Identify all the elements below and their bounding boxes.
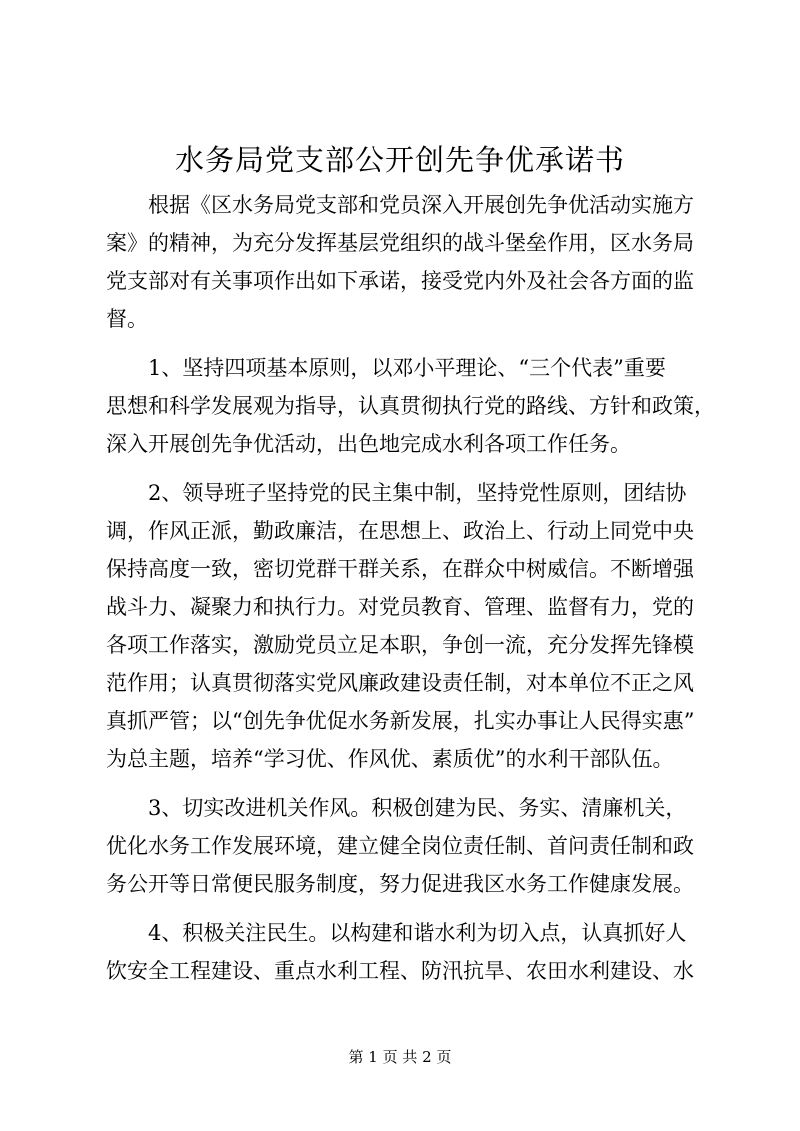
- paragraph-line: 3、切实改进机关作风。积极创建为民、务实、清廉机关，: [106, 796, 687, 820]
- paragraph-line: 1、坚持四项基本原则，以邓小平理论、“三个代表”重要: [106, 356, 666, 380]
- paragraph-item-2: [106, 474, 706, 778]
- paragraph-line: 饮安全工程建设、重点水利工程、防汛抗旱、农田水利建设、水: [106, 959, 694, 983]
- paragraph-line: 4、积极关注民生。以构建和谐水利为切入点，认真抓好人: [106, 921, 687, 945]
- paragraph-line: 党支部对有关事项作出如下承诺，接受党内外及社会各方面的监: [106, 269, 694, 293]
- paragraph-line: 各项工作落实，激励党员立足本职，争创一流，充分发挥先锋模: [106, 633, 694, 657]
- paragraph-line: 范作用；认真贯彻落实党风廉政建设责任制，对本单位不正之风: [106, 671, 694, 695]
- document-title: 水务局党支部公开创先争优承诺书: [174, 143, 625, 177]
- paragraph-line: 思想和科学发展观为指导，认真贯彻执行党的路线、方针和政策，: [106, 394, 715, 418]
- paragraph-intro: [106, 186, 706, 338]
- page-footer: 第 1 页 共 2 页: [348, 1048, 452, 1066]
- paragraph-line: 深入开展创先争优活动，出色地完成水利各项工作任务。: [106, 432, 631, 456]
- paragraph-line: 为总主题，培养“学习优、作风优、素质优”的水利干部队伍。: [106, 747, 674, 771]
- paragraph-line: 真抓严管；以“创先争优促水务新发展，扎实办事让人民得实惠”: [106, 709, 695, 733]
- paragraph-line: 保持高度一致，密切党群干群关系，在群众中树威信。不断增强: [106, 557, 694, 581]
- paragraph-item-4: [106, 914, 706, 990]
- paragraph-item-1: [106, 349, 715, 463]
- paragraph-line: 督。: [106, 307, 148, 331]
- document-body: [106, 186, 715, 1001]
- paragraph-line: 优化水务工作发展环境，建立健全岗位责任制、首问责任制和政: [106, 834, 694, 858]
- paragraph-line: 案》的精神，为充分发挥基层党组织的战斗堡垒作用，区水务局: [106, 231, 694, 255]
- paragraph-item-3: [106, 789, 706, 903]
- paragraph-line: 调，作风正派，勤政廉洁，在思想上、政治上、行动上同党中央: [106, 519, 694, 543]
- paragraph-line: 务公开等日常便民服务制度，努力促进我区水务工作健康发展。: [106, 872, 694, 896]
- paragraph-line: 根据《区水务局党支部和党员深入开展创先争优活动实施方: [106, 193, 694, 217]
- paragraph-line: 战斗力、凝聚力和执行力。对党员教育、管理、监督有力，党的: [106, 595, 694, 619]
- paragraph-line: 2、领导班子坚持党的民主集中制，坚持党性原则，团结协: [106, 481, 687, 505]
